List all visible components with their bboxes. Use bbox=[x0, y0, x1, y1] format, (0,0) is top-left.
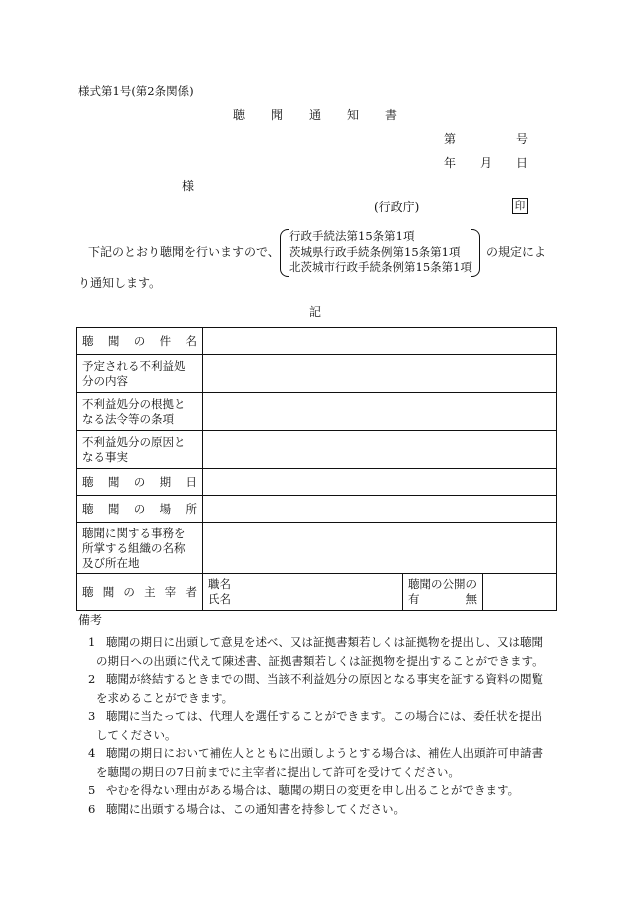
table-row bbox=[77, 393, 557, 431]
intro-second-line: り通知します。 bbox=[78, 276, 162, 290]
number-suffix: 号 bbox=[515, 132, 528, 146]
value-office[interactable] bbox=[203, 523, 557, 574]
note-item: 2 聴聞が終結するときまでの間、当該不利益処分の原因となる事実を証する資料の閲覧 を求めることができます。 bbox=[88, 672, 543, 705]
value-cause[interactable] bbox=[203, 431, 557, 469]
date-month: 月 bbox=[479, 156, 492, 170]
label-place: 聴 聞 の 場 所 bbox=[77, 496, 203, 523]
label-public: 聴聞の公開の 有 無 bbox=[403, 574, 483, 611]
value-basis[interactable] bbox=[203, 393, 557, 431]
table-row bbox=[77, 355, 557, 393]
notes-heading: 備考 bbox=[78, 613, 103, 627]
note-item: 1 聴聞の期日に出頭して意見を述べ、又は証拠書類若しくは証拠物を提出し、又は聴聞 の期日への出頭に代えて陳述書、証拠書類若しくは証拠物を提出することができます。 bbox=[88, 635, 544, 668]
value-disposition[interactable] bbox=[203, 355, 557, 393]
note-item: 3 聴聞に当たっては、代理人を選任することができます。この場合には、委任状を提出 してください。 bbox=[88, 709, 543, 742]
ki-heading: 記 bbox=[308, 305, 321, 319]
title-char: 通 bbox=[308, 108, 321, 122]
left-brace bbox=[280, 229, 289, 277]
table-row bbox=[77, 496, 557, 523]
value-presider[interactable] bbox=[203, 574, 403, 611]
table-row bbox=[77, 469, 557, 496]
label-cause: 不利益処分の原因と なる事実 bbox=[77, 431, 203, 469]
law-item: 茨城県行政手続条例第15条第1項 bbox=[289, 244, 461, 259]
value-public[interactable] bbox=[483, 574, 557, 611]
title-char: 書 bbox=[384, 108, 397, 122]
table-row bbox=[77, 523, 557, 574]
label-subject: 聴 聞 の 件 名 bbox=[77, 328, 203, 355]
law-list bbox=[289, 229, 472, 276]
title-char: 聴 bbox=[232, 108, 245, 122]
right-brace bbox=[471, 229, 480, 277]
label-date: 聴 聞 の 期 日 bbox=[77, 469, 203, 496]
notes-list bbox=[78, 633, 558, 818]
issuing-agency: (行政庁) bbox=[374, 200, 420, 214]
presider-name-label: 氏名 bbox=[208, 592, 231, 606]
table-row bbox=[77, 431, 557, 469]
hearing-table bbox=[76, 327, 557, 611]
number-prefix: 第 bbox=[444, 132, 457, 146]
date-year: 年 bbox=[444, 156, 457, 170]
value-date[interactable] bbox=[203, 469, 557, 496]
title-char: 知 bbox=[346, 108, 359, 122]
intro-tail: の規定によ bbox=[486, 245, 547, 259]
law-brace bbox=[280, 229, 480, 277]
seal-mark: 印 bbox=[512, 198, 528, 214]
note-item: 6 聴聞に出頭する場合は、この通知書を持参してください。 bbox=[88, 801, 405, 816]
addressee-suffix: 様 bbox=[182, 179, 195, 193]
title-char: 聞 bbox=[270, 108, 283, 122]
table-row bbox=[77, 574, 557, 611]
note-item: 4 聴聞の期日において補佐人とともに出頭しようとする場合は、補佐人出頭許可申請書 を聴聞の期日の7日前までに主宰者に提出して許可を受けてください。 bbox=[88, 746, 543, 779]
table-row bbox=[77, 328, 557, 355]
law-item: 北茨城市行政手続条例第15条第1項 bbox=[289, 260, 472, 274]
law-item: 行政手続法第15条第1項 bbox=[289, 229, 415, 243]
label-disposition: 予定される不利益処 分の内容 bbox=[77, 355, 203, 393]
document-title bbox=[0, 108, 630, 124]
form-number: 様式第1号(第2条関係) bbox=[78, 84, 194, 98]
presider-title-label: 職名 bbox=[208, 577, 231, 591]
value-place[interactable] bbox=[203, 496, 557, 523]
value-subject[interactable] bbox=[203, 328, 557, 355]
document-date bbox=[444, 156, 528, 172]
document-number bbox=[444, 132, 528, 148]
label-office: 聴聞に関する事務を 所掌する組織の名称 及び所在地 bbox=[77, 523, 203, 574]
intro-lead: 下記のとおり聴聞を行いますので、 bbox=[88, 245, 280, 259]
label-basis: 不利益処分の根拠と なる法令等の条項 bbox=[77, 393, 203, 431]
label-presider: 聴 聞 の 主 宰 者 bbox=[77, 574, 203, 611]
note-item: 5 やむを得ない理由がある場合は、聴聞の期日の変更を申し出ることができます。 bbox=[88, 783, 520, 797]
date-day: 日 bbox=[515, 156, 528, 170]
